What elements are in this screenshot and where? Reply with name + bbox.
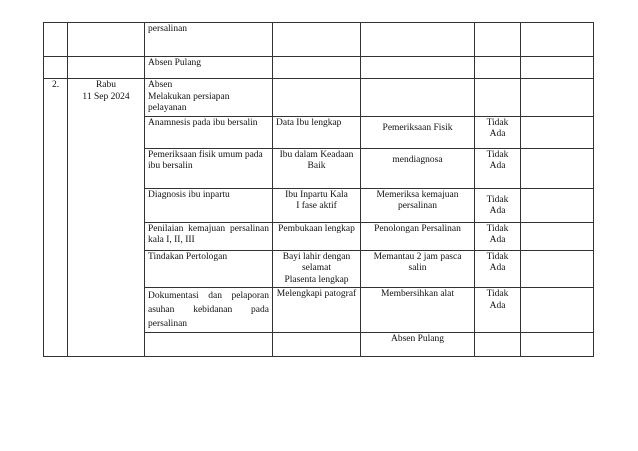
evaluation-cell — [361, 57, 475, 79]
activity-cell: Tindakan Pertologan — [145, 250, 273, 288]
status-cell: Tidak Ada — [475, 116, 521, 148]
activity-log-table — [43, 22, 594, 357]
activity-cell: persalinan — [145, 23, 273, 57]
result-cell — [273, 23, 361, 57]
signature-cell — [521, 57, 594, 79]
status-cell: Tidak Ada — [475, 188, 521, 222]
activity-cell: Diagnosis ibu inpartu — [145, 188, 273, 222]
status-cell — [475, 79, 521, 117]
result-cell — [475, 333, 521, 357]
signature-cell — [521, 148, 594, 188]
day-name: Rabu — [95, 80, 117, 90]
day-date: 11 Sep 2024 — [82, 91, 130, 102]
evaluation-cell: Pemeriksaan Fisik — [361, 116, 475, 148]
status-cell — [475, 23, 521, 57]
day-cell — [68, 23, 145, 57]
result-cell: Ibu Inpartu Kala I fase aktif — [273, 188, 361, 222]
status-cell: Tidak Ada — [475, 222, 521, 250]
activity-line: Absen — [148, 80, 173, 90]
number-cell: 2. — [44, 79, 68, 357]
evaluation-cell: Memeriksa kemajuan persalinan — [361, 188, 475, 222]
result-cell: Bayi lahir dengan selamat Plasenta lengkap — [273, 250, 361, 288]
result-cell: Ibu dalam Keadaan Baik — [273, 148, 361, 188]
signature-cell — [521, 79, 594, 117]
day-cell — [68, 79, 145, 357]
status-cell — [475, 57, 521, 79]
evaluation-cell — [361, 79, 475, 117]
evaluation-cell: mendiagnosa — [361, 148, 475, 188]
activity-cell: Dokumentasi dan pelaporan asuhan kebidanan pada persalinan — [145, 288, 273, 333]
result-cell — [273, 57, 361, 79]
status-cell: Tidak Ada — [475, 250, 521, 288]
evaluation-cell: Penolongan Persalinan — [361, 222, 475, 250]
day-cell — [68, 57, 145, 79]
day-cell — [273, 333, 361, 357]
signature-cell — [521, 222, 594, 250]
result-cell: Pembukaan lengkap — [273, 222, 361, 250]
evaluation-cell: Memantau 2 jam pasca salin — [361, 250, 475, 288]
number-cell — [44, 57, 68, 79]
table-row — [44, 23, 594, 57]
activity-line: Melakukan persiapan pelayanan — [148, 91, 230, 113]
activity-cell: Penilaian kemajuan persalinan kala I, II, III — [145, 222, 273, 250]
signature-cell — [521, 288, 594, 333]
status-cell: Tidak Ada — [475, 288, 521, 333]
activity-cell: Absen Pulang — [145, 57, 273, 79]
activity-cell: Pemeriksaan fisik umum pada ibu bersalin — [145, 148, 273, 188]
result-cell — [273, 79, 361, 117]
number-cell — [145, 333, 273, 357]
signature-cell — [521, 250, 594, 288]
number-cell — [44, 23, 68, 57]
evaluation-cell — [361, 23, 475, 57]
signature-cell — [521, 23, 594, 57]
evaluation-cell — [521, 333, 594, 357]
signature-cell — [521, 188, 594, 222]
evaluation-cell: Membersihkan alat — [361, 288, 475, 333]
table-row — [44, 57, 594, 79]
result-cell: Melengkapi patograf — [273, 288, 361, 333]
activity-cell: Absen Pulang — [361, 333, 475, 357]
result-cell: Data Ibu lengkap — [273, 116, 361, 148]
signature-cell — [521, 116, 594, 148]
activity-cell — [145, 79, 273, 117]
activity-cell: Anamnesis pada ibu bersalin — [145, 116, 273, 148]
table-row — [44, 79, 594, 117]
status-cell: Tidak Ada — [475, 148, 521, 188]
